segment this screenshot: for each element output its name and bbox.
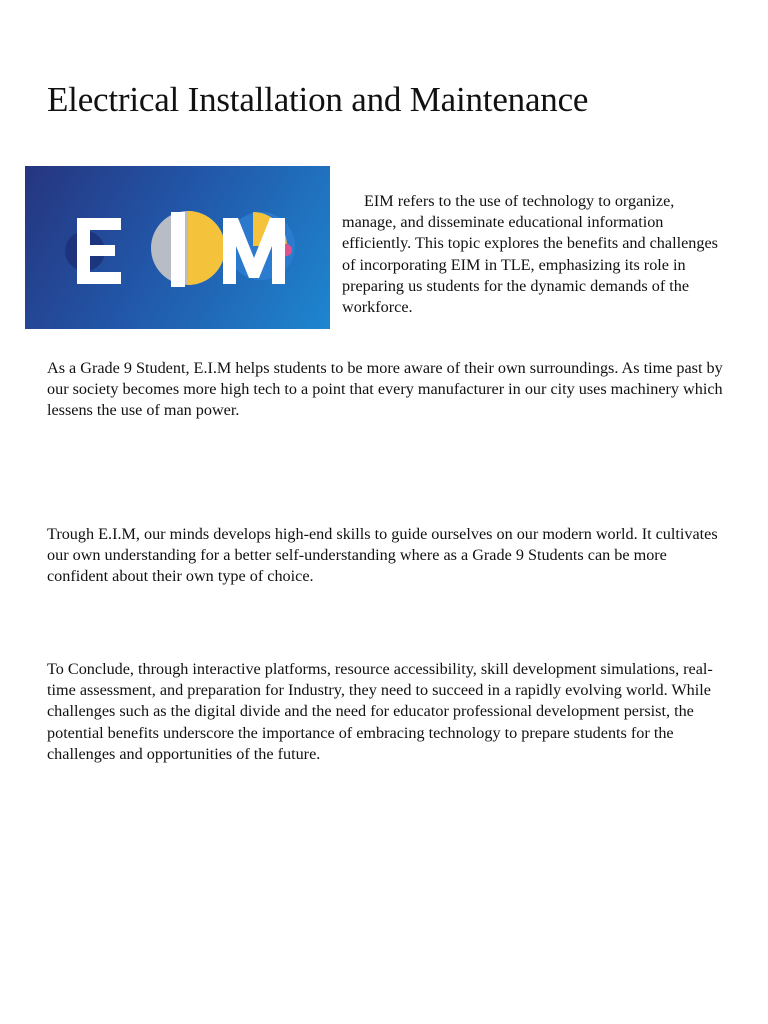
body-paragraph-3: To Conclude, through interactive platforms, resource accessibility, skill development simulations, real-time assessment, and preparation for Industry, they need to succeed in a rapidly evolving world. While challenges such as the digital divide and the need for educator professional development persist, the potential benefits underscore the importance of embracing technology to prepare students for the challenges and opportunities of the future. <box>47 660 713 763</box>
intro-paragraph: EIM refers to the use of technology to organize, manage, and disseminate educational information efficiently. This topic explores the benefits and challenges of incorporating EIM in TLE, emphasizing its role in preparing us students for the dynamic demands of the workforce. <box>342 192 718 317</box>
yellow-half-circle <box>188 211 225 285</box>
body-paragraph-1: As a Grade 9 Student, E.I.M helps students to be more aware of their own surroundings. As time past by our society becomes more high tech to a point that every manufacturer in our city uses machinery which lessens the use of man power. <box>47 359 723 420</box>
page-title: Electrical Installation and Maintenance <box>47 80 589 119</box>
eim-logo-graphic <box>25 166 330 329</box>
eim-logo-image <box>25 166 330 329</box>
body-paragraph-2: Trough E.I.M, our minds develops high-end skills to guide ourselves on our modern world. It cultivates our own understanding for a better self-understanding where as a Grade 9 Students can be more confident about their own type of choice. <box>47 525 718 586</box>
